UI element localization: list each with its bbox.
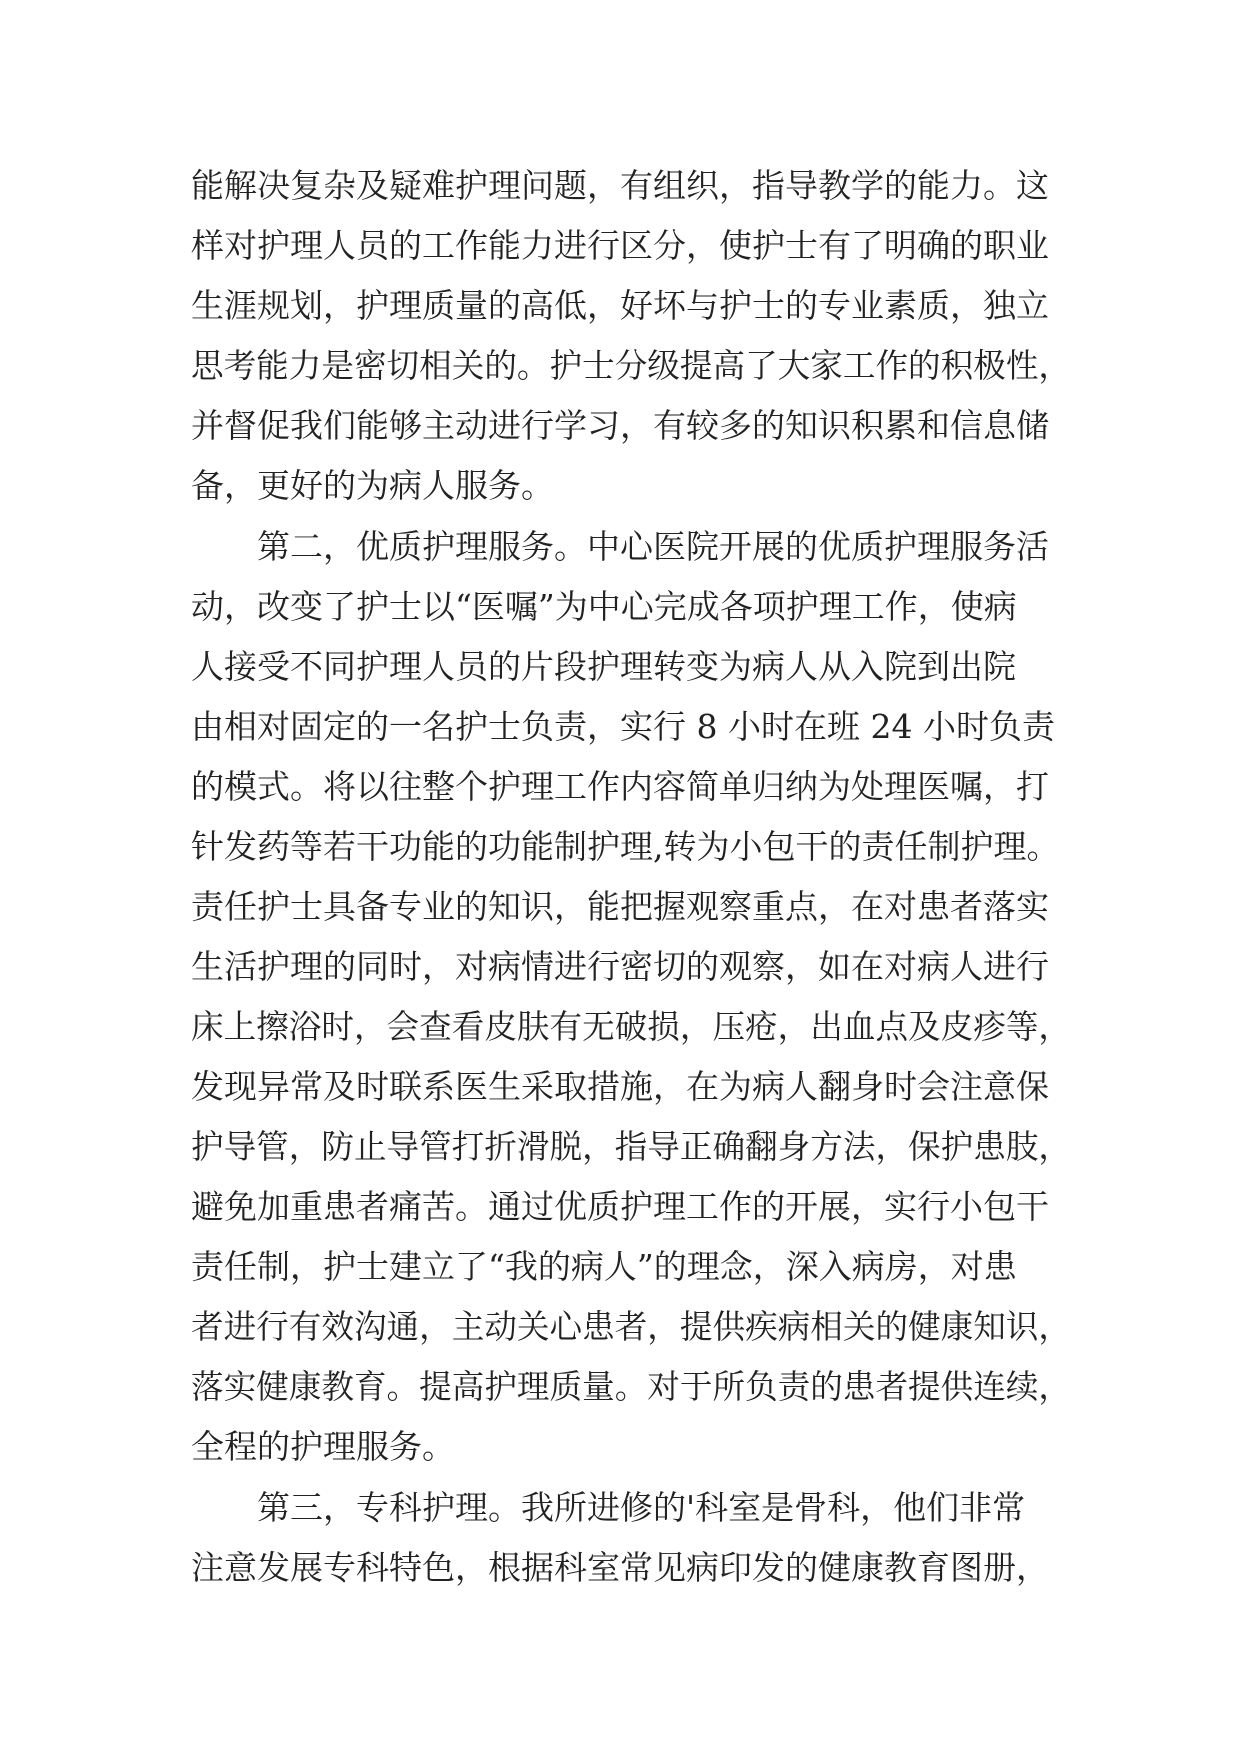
text-line: 全程的护理服务。 — [191, 1427, 455, 1466]
text-line: 责任制，护士建立了“我的病人”的理念，深入病房，对患 — [191, 1247, 1017, 1286]
paragraph-3-start: 第三，专科护理。我所进修的'科室是骨科，他们非常 — [191, 1488, 1026, 1527]
text-line: 思考能力是密切相关的。护士分级提高了大家工作的积极性， — [191, 346, 1071, 385]
text-line: 落实健康教育。提高护理质量。对于所负责的患者提供连续， — [191, 1367, 1071, 1406]
text-line: 针发药等若干功能的功能制护理,转为小包干的责任制护理。 — [191, 827, 1060, 866]
text-line: 样对护理人员的工作能力进行区分，使护士有了明确的职业 — [191, 226, 1049, 265]
paragraph-2-start: 第二，优质护理服务。中心医院开展的优质护理服务活 — [191, 527, 1049, 566]
text-line: 能解决复杂及疑难护理问题，有组织，指导教学的能力。这 — [191, 166, 1049, 205]
text-line: 责任护士具备专业的知识，能把握观察重点，在对患者落实 — [191, 887, 1049, 926]
text-line: 由相对固定的一名护士负责，实行 8 小时在班 24 小时负责 — [191, 707, 1055, 746]
text-line: 备，更好的为病人服务。 — [191, 466, 554, 505]
text-line: 发现异常及时联系医生采取措施，在为病人翻身时会注意保 — [191, 1067, 1049, 1106]
text-line: 避免加重患者痛苦。通过优质护理工作的开展，实行小包干 — [191, 1187, 1049, 1226]
text-line: 注意发展专科特色，根据科室常见病印发的健康教育图册， — [191, 1548, 1049, 1587]
text-line: 生活护理的同时，对病情进行密切的观察，如在对病人进行 — [191, 947, 1049, 986]
text-line: 动，改变了护士以“医嘱”为中心完成各项护理工作，使病 — [191, 587, 1017, 626]
text-line: 的模式。将以往整个护理工作内容简单归纳为处理医嘱，打 — [191, 767, 1049, 806]
text-line: 并督促我们能够主动进行学习，有较多的知识积累和信息储 — [191, 406, 1049, 445]
text-line: 床上擦浴时，会查看皮肤有无破损，压疮，出血点及皮疹等， — [191, 1007, 1071, 1046]
text-line: 者进行有效沟通，主动关心患者，提供疾病相关的健康知识， — [191, 1307, 1071, 1346]
text-line: 护导管，防止导管打折滑脱，指导正确翻身方法，保护患肢， — [191, 1127, 1071, 1166]
text-line: 人接受不同护理人员的片段护理转变为病人从入院到出院 — [191, 647, 1016, 686]
text-line: 生涯规划，护理质量的高低，好坏与护士的专业素质，独立 — [191, 286, 1049, 325]
